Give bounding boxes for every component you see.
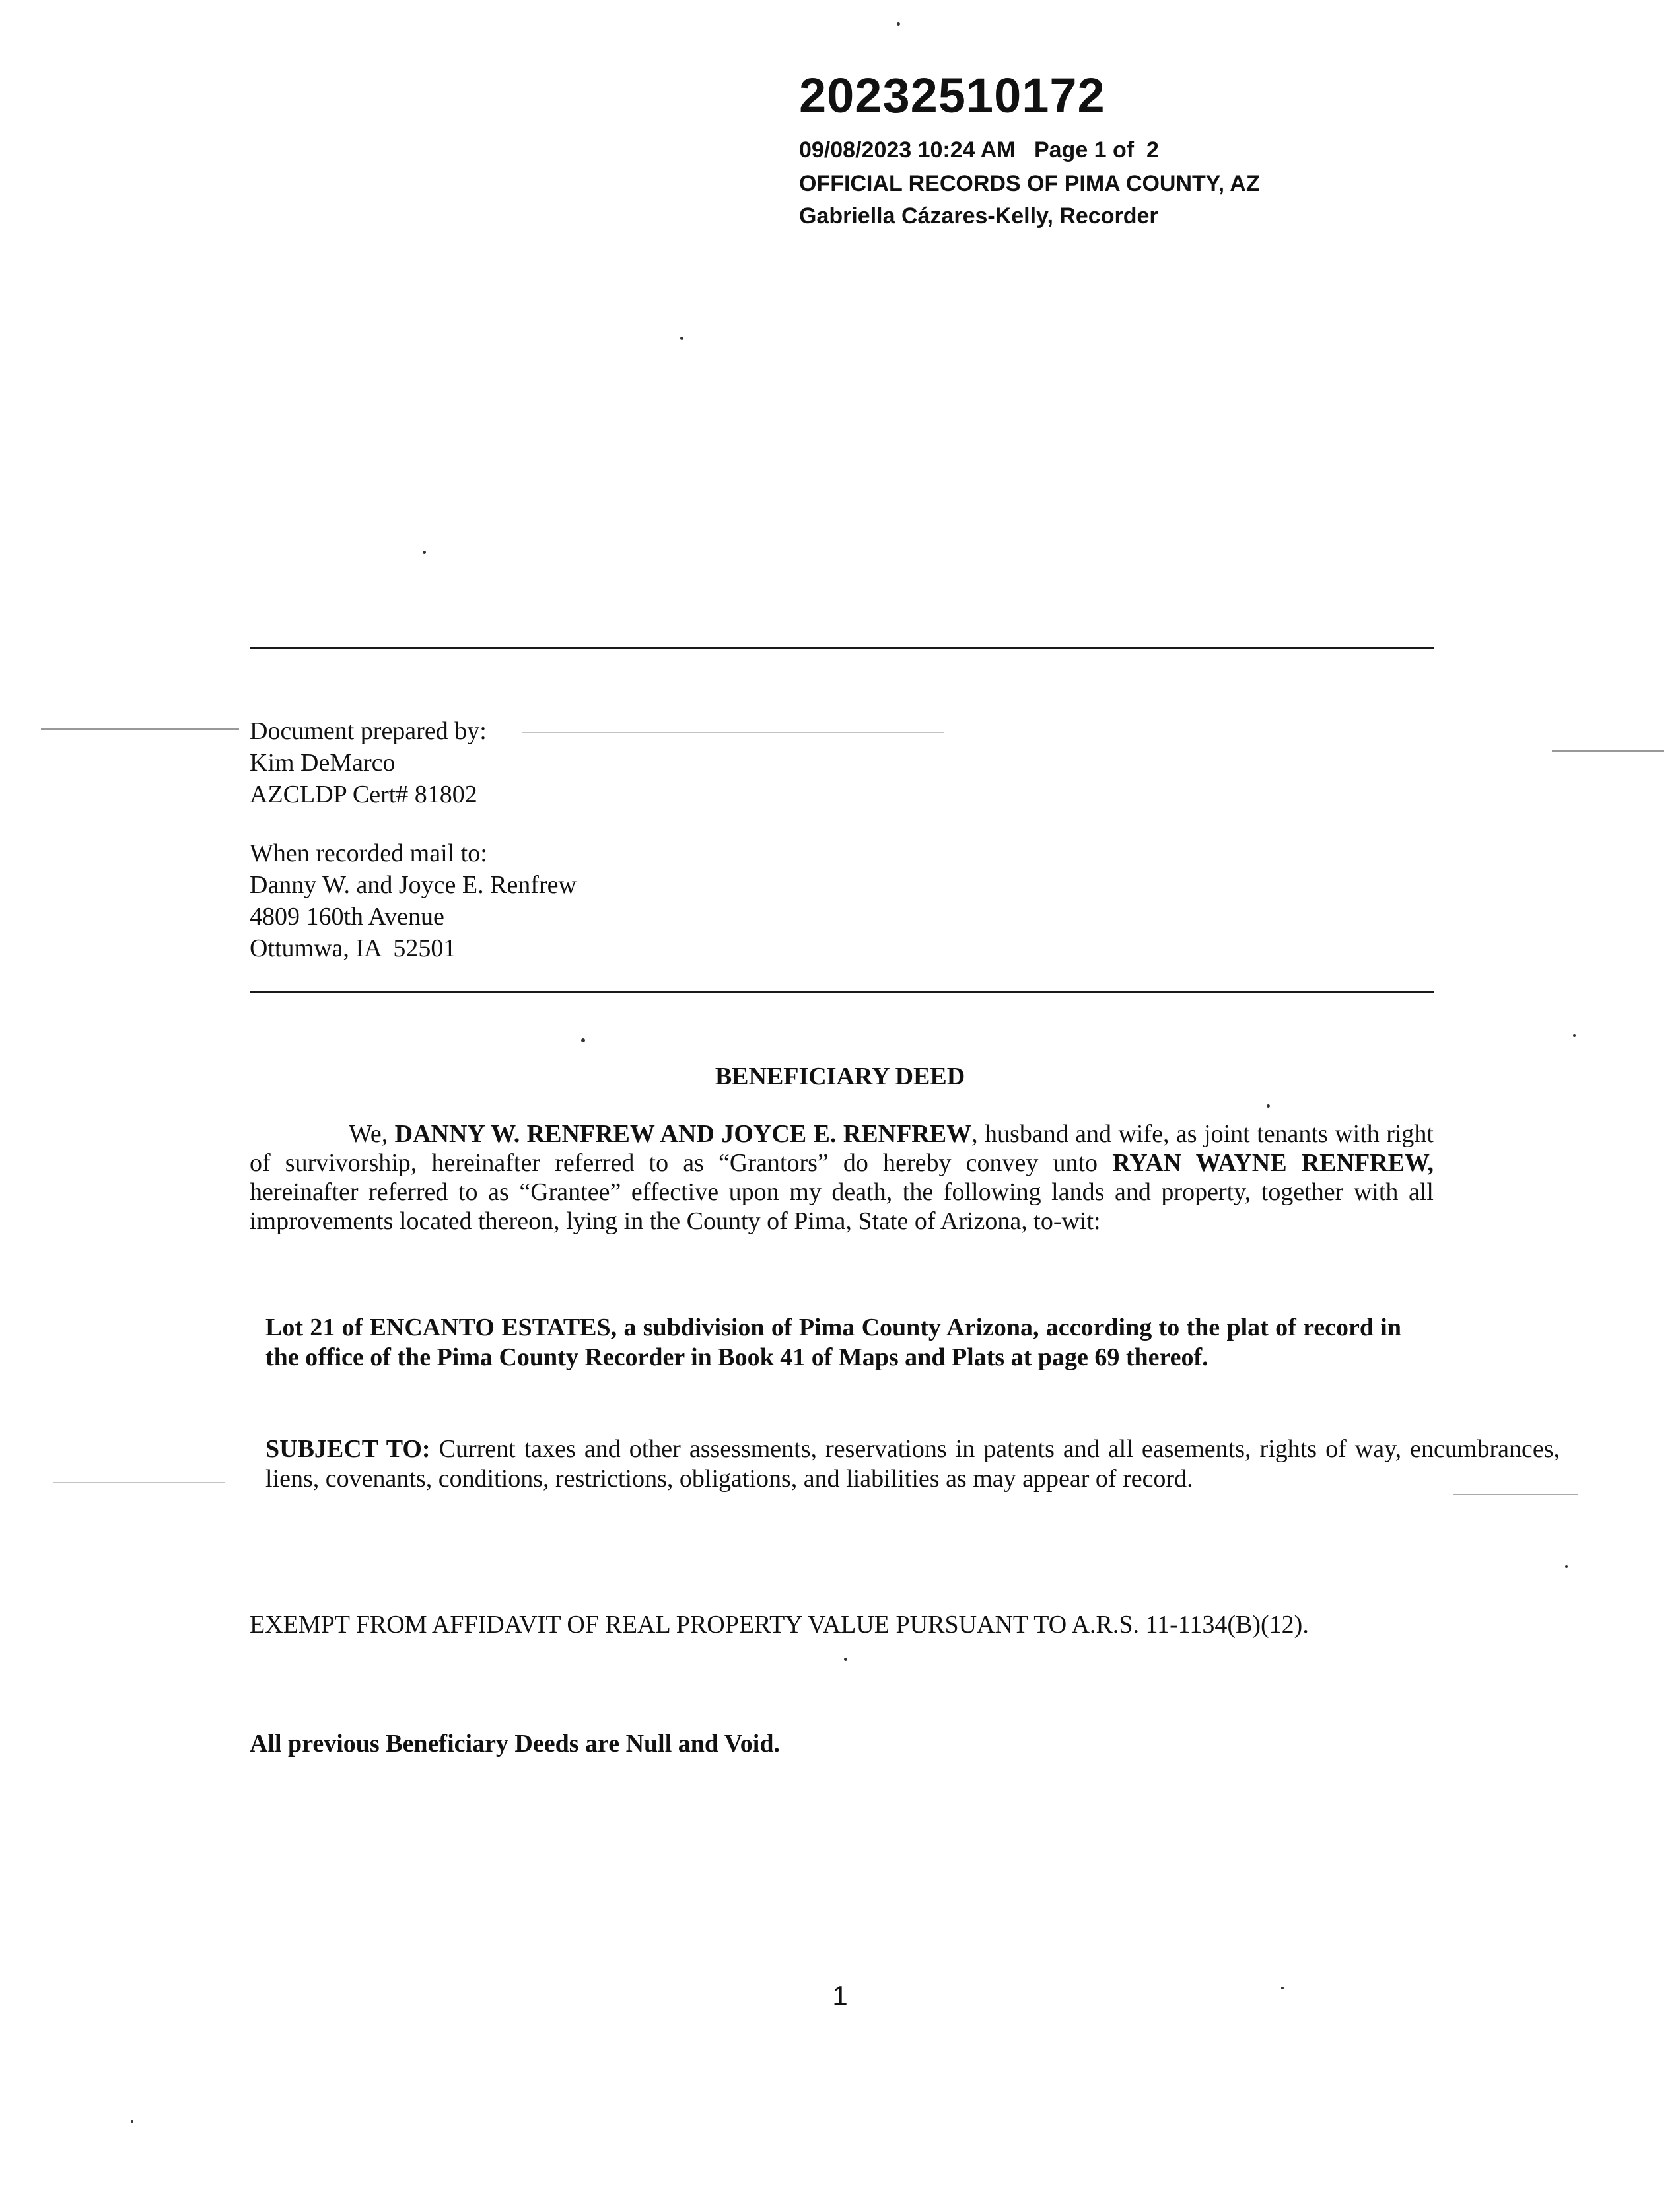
mail-to-block bbox=[250, 837, 577, 964]
subject-to-text: Current taxes and other assessments, reservations in patents and all easements, rights of way, encumbrances, liens, covenants, conditions, restrictions, obligations, and liabilities as may appear of record. bbox=[265, 1435, 1560, 1493]
mail-to-name: Danny W. and Joyce E. Renfrew bbox=[250, 871, 577, 899]
document-title: BENEFICIARY DEED bbox=[715, 1063, 965, 1090]
void-notice: All previous Beneficiary Deeds are Null and Void. bbox=[250, 1730, 780, 1757]
bottom-divider bbox=[250, 991, 1434, 993]
grantors-names: DANNY W. RENFREW AND JOYCE E. RENFREW bbox=[394, 1120, 972, 1148]
recorder-name: Gabriella Cázares-Kelly, Recorder bbox=[799, 203, 1158, 229]
recording-number: 20232510172 bbox=[799, 68, 1105, 123]
subject-to-paragraph bbox=[265, 1435, 1560, 1494]
mail-to-label: When recorded mail to: bbox=[250, 839, 487, 867]
exemption-statement: EXEMPT FROM AFFIDAVIT OF REAL PROPERTY VALUE PURSUANT TO A.R.S. 11-1134(B)(12). bbox=[250, 1611, 1309, 1639]
mail-to-city: Ottumwa, IA 52501 bbox=[250, 935, 456, 962]
preparer-name: Kim DeMarco bbox=[250, 749, 396, 777]
legal-description: Lot 21 of ENCANTO ESTATES, a subdivision of Pima County Arizona, according to the plat of record in the office of the Pima County Recorder in Book 41 of Maps and Plats at page 69 thereof. bbox=[265, 1314, 1401, 1371]
prepared-by-block bbox=[250, 715, 487, 810]
grantee-name: RYAN WAYNE RENFREW, bbox=[1112, 1149, 1434, 1177]
mail-to-street: 4809 160th Avenue bbox=[250, 903, 444, 931]
preparer-cert: AZCLDP Cert# 81802 bbox=[250, 781, 477, 808]
prepared-by-label: Document prepared by: bbox=[250, 717, 487, 745]
conveyance-paragraph: We, DANNY W. RENFREW AND JOYCE E. RENFREW, husband and wife, as joint tenants with right of survivorship, hereinafter referred to as “Grantors” do hereby convey unto RYAN WAYNE RENFREW, hereinafter referred to as “Grantee” effective upon my death, the following lands and property, together with all improvements located thereon, lying in the County of Pima, State of Arizona, to-wit: bbox=[250, 1120, 1434, 1235]
subject-to-label: SUBJECT TO: bbox=[265, 1435, 431, 1463]
recording-date-page: 09/08/2023 10:24 AM Page 1 of 2 bbox=[799, 137, 1159, 162]
recording-office: OFFICIAL RECORDS OF PIMA COUNTY, AZ bbox=[799, 171, 1260, 196]
top-divider bbox=[250, 647, 1434, 649]
page-number: 1 bbox=[832, 1980, 848, 2011]
